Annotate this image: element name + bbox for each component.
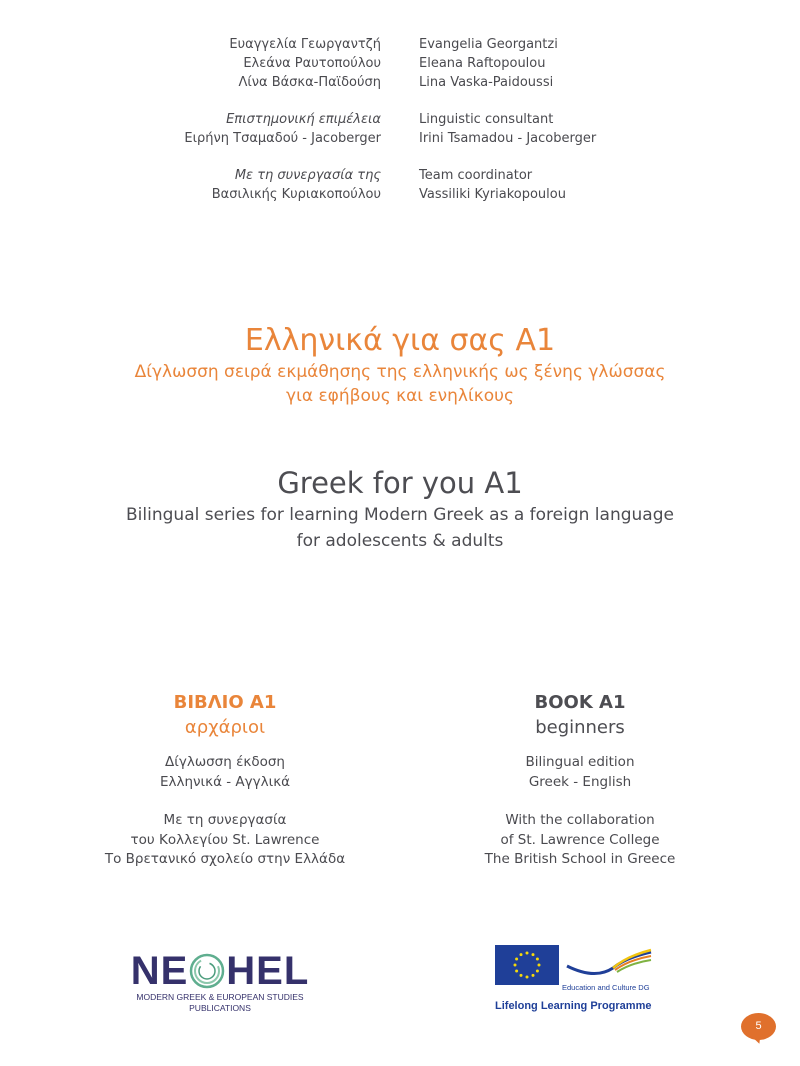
edition-line: Bilingual edition [525,754,635,770]
swirl-ring-icon [188,952,226,990]
credit-english-column [419,166,566,204]
edition-line: Greek - English [528,773,632,790]
credit-role: Linguistic consultant [419,112,554,127]
credit-line: Ελεάνα Ραυτοπούλου [243,56,381,71]
collab-line: The British School in Greece [484,851,676,867]
edition-info [440,753,720,792]
credit-greek-column [0,110,381,148]
credit-english-column [419,110,596,148]
book-label: BOOK A1 [534,692,626,713]
greek-subtitle-line1: Δίγλωσση σειρά εκμάθησης της ελληνικής ως ξένης γλώσσας [134,362,666,382]
credit-line: Βασιλικής Κυριακοπούλου [211,187,381,202]
book-info-english [440,691,720,889]
neohel-left: NE [130,949,189,993]
eu-dg-label: Education and Culture DG [562,983,650,992]
book-level: beginners [535,717,625,738]
neohel-right: HEL [226,949,310,993]
credits-block [0,35,800,222]
english-subtitle-line2: for adolescents & adults [296,531,504,551]
book-label: ΒΙΒΛΙΟ Α1 [173,692,277,713]
neohel-subtitle: MODERN GREEK & EUROPEAN STUDIES [136,992,304,1002]
collab-line: of St. Lawrence College [500,831,660,848]
credit-role: Επιστημονική επιμέλεια [226,112,381,127]
credit-line: Vassiliki Kyriakopoulou [419,187,566,202]
credit-group-authors [0,35,800,92]
neohel-wordmark [125,950,315,992]
credit-english-column [419,35,558,92]
credit-greek-column [0,166,381,204]
english-title-block [0,464,800,554]
greek-subtitle-line2: για εφήβους και ενηλίκους [286,386,514,406]
eu-flag-icon [495,945,559,985]
credit-role: Team coordinator [419,168,533,183]
edition-line: Ελληνικά - Αγγλικά [159,773,291,790]
credit-line: Ευαγγελία Γεωργαντζή [229,37,381,52]
credit-line: Irini Tsamadou - Jacoberger [419,131,597,146]
english-subtitle-line1: Bilingual series for learning Modern Greek as a foreign language [126,505,674,525]
collab-line: Το Βρετανικό σχολείο στην Ελλάδα [104,851,346,867]
credit-line: Lina Vaska-Paidoussi [419,75,554,90]
credit-line: Ειρήνη Τσαμαδού - Jacoberger [184,131,381,146]
page-number-badge: 5 [741,1013,776,1040]
neohel-subtitle-2: PUBLICATIONS [189,1003,251,1013]
credit-line: Λίνα Βάσκα-Παϊδούση [238,75,381,90]
bird-swoosh-icon [565,948,655,986]
credit-role: Με τη συνεργασία της [234,168,381,183]
eu-programme-label: Lifelong Learning Programme [495,1000,652,1012]
greek-title: Ελληνικά για σας Α1 [244,323,556,358]
neohel-logo [125,950,315,1014]
book-info-greek [85,691,365,889]
english-title: Greek for you A1 [277,466,523,500]
greek-title-block [0,322,800,408]
edition-info [85,753,365,792]
collaboration-info [440,811,720,870]
credit-line: Eleana Raftopoulou [419,56,546,71]
credit-group-coordinator [0,166,800,204]
collab-line: Με τη συνεργασία [163,812,287,828]
credit-line: Evangelia Georgantzi [419,37,558,52]
collaboration-info [85,811,365,870]
collab-line: With the collaboration [505,812,655,828]
edition-line: Δίγλωσση έκδοση [165,754,285,770]
credit-greek-column [0,35,381,92]
credit-group-consultant [0,110,800,148]
collab-line: του Κολλεγίου St. Lawrence [130,831,320,848]
book-level: αρχάριοι [184,717,266,738]
